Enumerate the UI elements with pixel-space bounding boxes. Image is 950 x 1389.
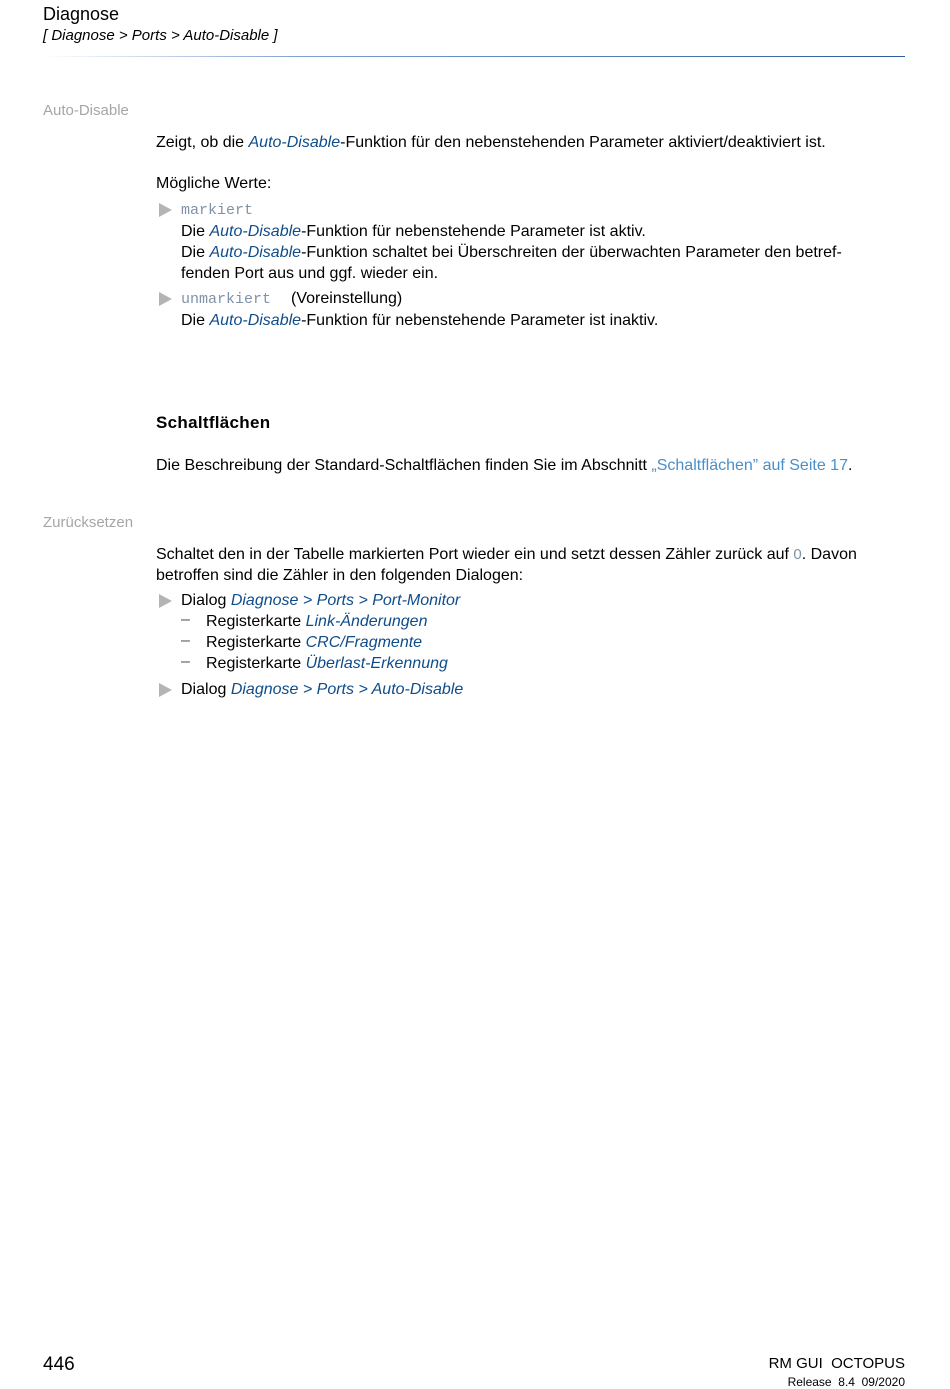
breadcrumb: [ Diagnose > Ports > Auto-Disable ] — [43, 27, 278, 44]
dash-marker: – — [181, 653, 190, 670]
auto-disable-link[interactable]: Auto-Disable — [209, 312, 302, 329]
header-divider — [43, 56, 905, 57]
value-desc: -Funktion schaltet bei Überschreiten der überwachten Parameter den betref- — [301, 244, 842, 261]
dialog-prefix: Dialog — [181, 592, 231, 609]
intro-text: -Funktion für den nebenstehenden Parameter aktiviert/deaktiviert ist. — [340, 134, 826, 151]
bullet-triangle-icon — [159, 594, 172, 608]
value-code: unmarkiert — [181, 291, 272, 308]
schaltflaechen-xref-link[interactable]: „Schaltflächen” auf Seite 17 — [651, 457, 848, 474]
tab-prefix: Registerkarte — [206, 613, 306, 630]
tab-prefix: Registerkarte — [206, 634, 306, 651]
bullet-triangle-icon — [159, 683, 172, 697]
tab-item-overload-detection — [206, 653, 448, 674]
bullet-triangle-icon — [159, 292, 172, 306]
value-desc: Die — [181, 312, 210, 329]
tab-item-link-changes — [206, 611, 427, 632]
dialog-prefix: Dialog — [181, 681, 231, 698]
auto-disable-intro — [156, 132, 906, 153]
port-monitor-dialog-link[interactable]: Diagnose > Ports > Port-Monitor — [230, 592, 461, 609]
tab-prefix: Registerkarte — [206, 655, 306, 672]
auto-disable-dialog-link[interactable]: Diagnose > Ports > Auto-Disable — [230, 681, 464, 698]
dash-marker: – — [181, 632, 190, 649]
value-desc: Die — [181, 244, 210, 261]
value-desc: Die — [181, 223, 210, 240]
value-desc: -Funktion für nebenstehende Parameter ist inaktiv. — [301, 312, 659, 329]
margin-label-auto-disable: Auto-Disable — [43, 102, 129, 119]
section-heading-schaltflaechen: Schaltflächen — [156, 413, 271, 432]
buttons-description — [156, 455, 906, 476]
dash-marker: – — [181, 611, 190, 628]
dialog-item-auto-disable — [181, 679, 901, 700]
document-title: RM GUI OCTOPUS — [768, 1355, 905, 1372]
reset-text: Schaltet den in der Tabelle markierten Port wieder ein und setzt dessen Zähler zurück auf — [156, 546, 794, 563]
value-item-markiert — [181, 199, 901, 284]
overload-detection-tab-link[interactable]: Überlast-Erkennung — [305, 655, 448, 672]
default-note: (Voreinstellung) — [291, 290, 403, 307]
dialog-item-port-monitor — [181, 590, 901, 611]
possible-values-heading: Mögliche Werte: — [156, 175, 272, 192]
buttons-text: . — [847, 457, 853, 474]
auto-disable-link[interactable]: Auto-Disable — [209, 244, 302, 261]
value-desc: fenden Port aus und ggf. wieder ein. — [181, 265, 439, 282]
buttons-text: Die Beschreibung der Standard-Schaltflächen finden Sie im Abschnitt — [156, 457, 652, 474]
tab-item-crc-fragments — [206, 632, 422, 653]
release-info: Release 8.4 09/2020 — [787, 1375, 905, 1389]
auto-disable-link[interactable]: Auto-Disable — [209, 223, 302, 240]
value-code: markiert — [181, 202, 254, 219]
link-changes-tab-link[interactable]: Link-Änderungen — [305, 613, 428, 630]
reset-value-code: 0 — [793, 546, 802, 563]
reset-text: betroffen sind die Zähler in den folgenden Dialogen: — [156, 567, 524, 584]
auto-disable-link[interactable]: Auto-Disable — [248, 134, 341, 151]
value-desc: -Funktion für nebenstehende Parameter ist aktiv. — [301, 223, 646, 240]
page-title: Diagnose — [43, 4, 120, 24]
crc-fragments-tab-link[interactable]: CRC/Fragmente — [305, 634, 423, 651]
page-number: 446 — [43, 1354, 75, 1375]
margin-label-reset: Zurücksetzen — [43, 514, 134, 531]
bullet-triangle-icon — [159, 203, 172, 217]
reset-description — [156, 544, 906, 586]
reset-text: . Davon — [801, 546, 857, 563]
value-item-unmarkiert — [181, 288, 901, 331]
intro-text: Zeigt, ob die — [156, 134, 249, 151]
